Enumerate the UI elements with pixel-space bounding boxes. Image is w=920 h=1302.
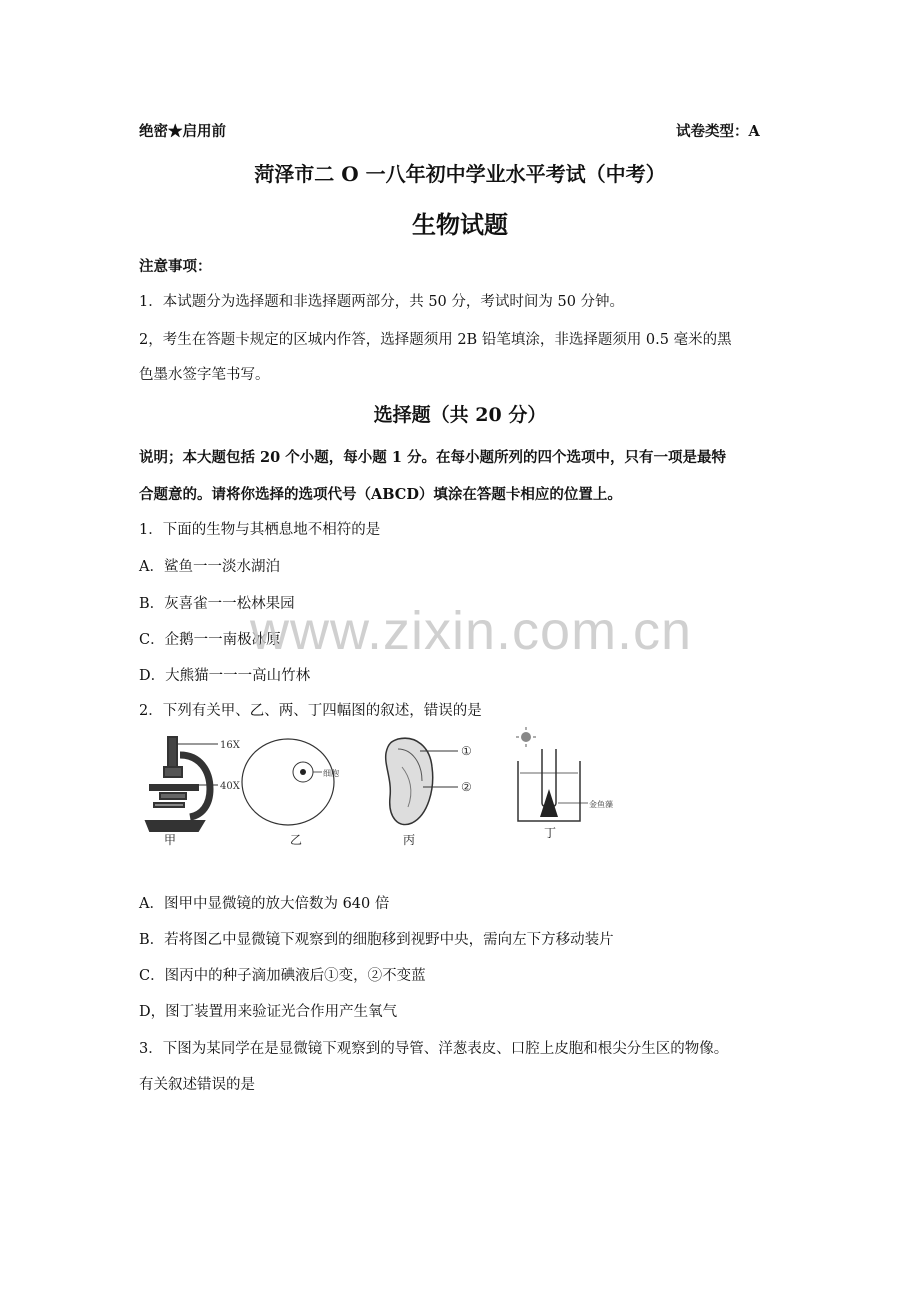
eyepiece-label: 16X xyxy=(220,740,240,751)
q1-stem: 1．下面的生物与其栖息地不相符的是 xyxy=(139,522,381,538)
notes-heading: 注意事项： xyxy=(139,258,212,275)
notes-item-2-line-2: 色墨水签字笔书写。 xyxy=(139,367,270,383)
confidential-label: 绝密★启用前 xyxy=(139,123,226,140)
section-desc-line-2: 合题意的。请将你选择的选项代号（ABCD）填涂在答题卡相应的位置上。 xyxy=(139,486,622,503)
section-heading: 选择题（共 20 分） xyxy=(373,404,547,426)
figure-bing-label: 丙 xyxy=(403,833,416,847)
plant-label: 金鱼藻 xyxy=(589,800,613,809)
watermark: www.zixin.com.cn xyxy=(250,601,693,661)
q2-option-b: B．若将图乙中显微镜下观察到的细胞移到视野中央，需向左下方移动装片 xyxy=(139,932,614,948)
q2-stem: 2．下列有关甲、乙、两、丁四幅图的叙述，错误的是 xyxy=(139,703,482,719)
q1-option-a: A．鲨鱼一一淡水湖泊 xyxy=(139,559,280,575)
page-subtitle: 生物试题 xyxy=(412,210,508,239)
photosynthesis-apparatus-diagram xyxy=(516,727,588,821)
field-of-view-diagram xyxy=(242,739,334,825)
notes-item-2-line-1: 2，考生在答题卡规定的区城内作答，选择题须用 2B 铅笔填涂，非选择题须用 0.5 毫米的黑 xyxy=(139,332,732,348)
objective-label: 40X xyxy=(220,781,240,792)
notes-item-1: 1．本试题分为选择题和非选择题两部分，共 50 分，考试时间为 50 分钟。 xyxy=(139,294,625,310)
seed-diagram xyxy=(386,738,458,824)
figure-yi-label: 乙 xyxy=(290,833,303,847)
q2-option-c: C．图丙中的种子滴加碘液后①变，②不变蓝 xyxy=(139,968,426,984)
figure-ding-label: 丁 xyxy=(544,826,557,840)
q1-option-c: C．企鹅一一南极冰原 xyxy=(139,632,281,648)
figure-jia-label: 甲 xyxy=(164,833,177,847)
q3-stem-line-2: 有关叙述错误的是 xyxy=(139,1077,255,1093)
seed-part-1-label: ① xyxy=(461,744,472,758)
seed-part-2-label: ② xyxy=(461,780,472,794)
q1-option-d: D．大熊猫一一一高山竹林 xyxy=(139,668,311,684)
q1-option-b: B．灰喜雀一一松林果园 xyxy=(139,596,295,612)
q2-option-a: A．图甲中显微镜的放大倍数为 640 倍 xyxy=(139,896,390,912)
microscope-diagram xyxy=(146,737,218,831)
paper-type-label: 试卷类型：A xyxy=(676,123,760,140)
page-title: 菏泽市二 O 一八年初中学业水平考试（中考） xyxy=(254,162,666,186)
q2-option-d: D，图丁装置用来验证光合作用产生氧气 xyxy=(139,1004,398,1020)
q3-stem-line-1: 3．下图为某同学在是显微镜下观察到的导管、洋葱表皮、口腔上皮胞和根尖分生区的物像。 xyxy=(139,1041,729,1057)
q2-figure xyxy=(140,727,613,847)
section-desc-line-1: 说明；本大题包括 20 个小题，每小题 1 分。在每小题所列的四个选项中，只有一项是最特 xyxy=(139,449,726,466)
cell-label: 细胞 xyxy=(323,769,339,778)
